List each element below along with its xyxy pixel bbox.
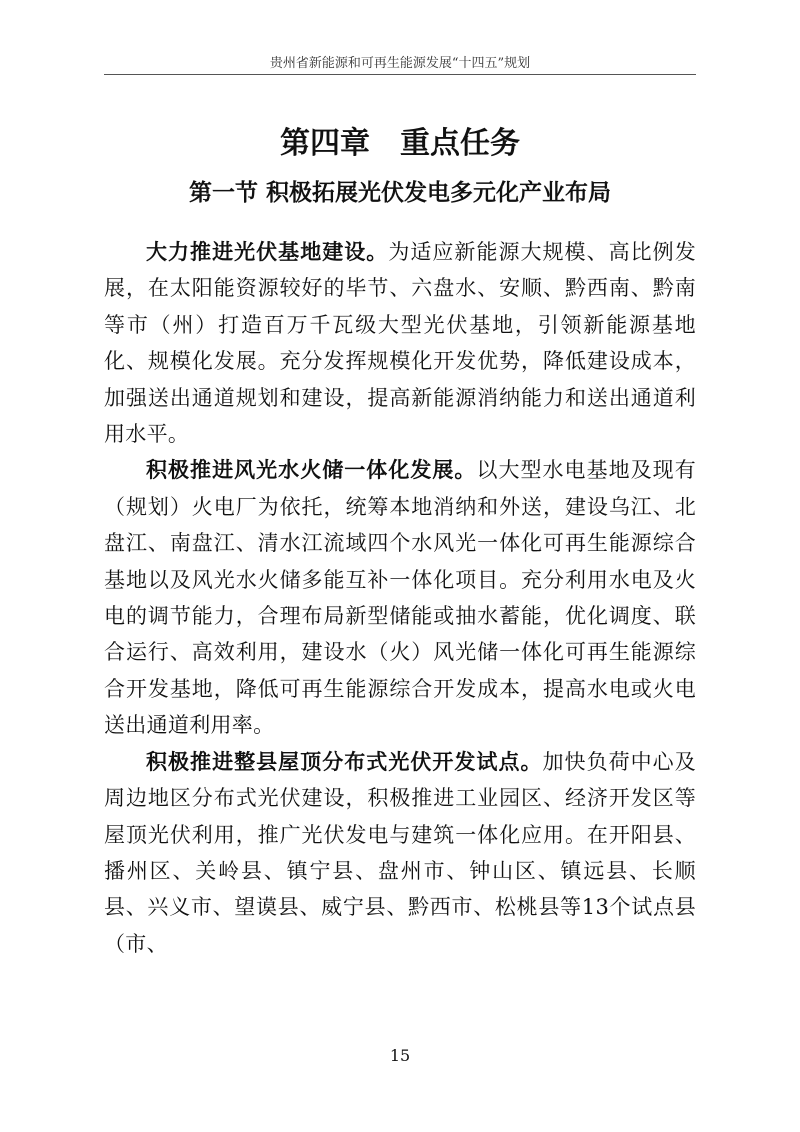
header-divider bbox=[104, 74, 696, 75]
running-header: 贵州省新能源和可再生能源发展“十四五”规划 bbox=[269, 56, 531, 71]
paragraph-text: 为适应新能源大规模、高比例发展，在太阳能资源较好的毕节、六盘水、安顺、黔西南、黔南等市（州）打造百万千瓦级大型光伏基地，引领新能源基地化、规模化发展。充分发挥规模化开发优势，降低建设成本，加强送出通道规划和建设，提高新能源消纳能力和送出通道利用水平。 bbox=[104, 240, 696, 447]
paragraph-lead: 积极推进整县屋顶分布式光伏开发试点。 bbox=[146, 748, 543, 774]
paragraph-lead: 积极推进风光水火储一体化发展。 bbox=[146, 457, 477, 483]
body-text bbox=[104, 234, 696, 962]
page-number: 15 bbox=[389, 1046, 411, 1065]
paragraph-text: 以大型水电基地及现有（规划）火电厂为依托，统筹本地消纳和外送，建设乌江、北盘江、南盘江、清水江流域四个水风光一体化可再生能源综合基地以及风光水火储多能互补一体化项目。充分利用水电及火电的调节能力，合理布局新型储能或抽水蓄能，优化调度、联合运行、高效利用，建设水（火）风光储一体化可再生能源综合开发基地，降低可再生能源综合开发成本，提高水电或火电送出通道利用率。 bbox=[104, 458, 696, 738]
paragraph-lead: 大力推进光伏基地建设。 bbox=[146, 239, 389, 264]
paragraph-text: 加快负荷中心及周边地区分布式光伏建设，积极推进工业园区、经济开发区等屋顶光伏利用，推广光伏发电与建筑一体化应用。在开阳县、播州区、关岭县、镇宁县、盘州市、钟山区、镇远县、长顺县、兴义市、望谟县、威宁县、黔西市、松桃县等13个试点县（市、 bbox=[104, 749, 696, 956]
paragraph-rooftop-pv bbox=[104, 744, 696, 962]
section-title: 第一节 积极拓展光伏发电多元化产业布局 bbox=[188, 179, 611, 206]
paragraph-pv-base bbox=[104, 234, 696, 452]
chapter-title: 第四章 重点任务 bbox=[280, 126, 520, 161]
paragraph-integration bbox=[104, 452, 696, 743]
